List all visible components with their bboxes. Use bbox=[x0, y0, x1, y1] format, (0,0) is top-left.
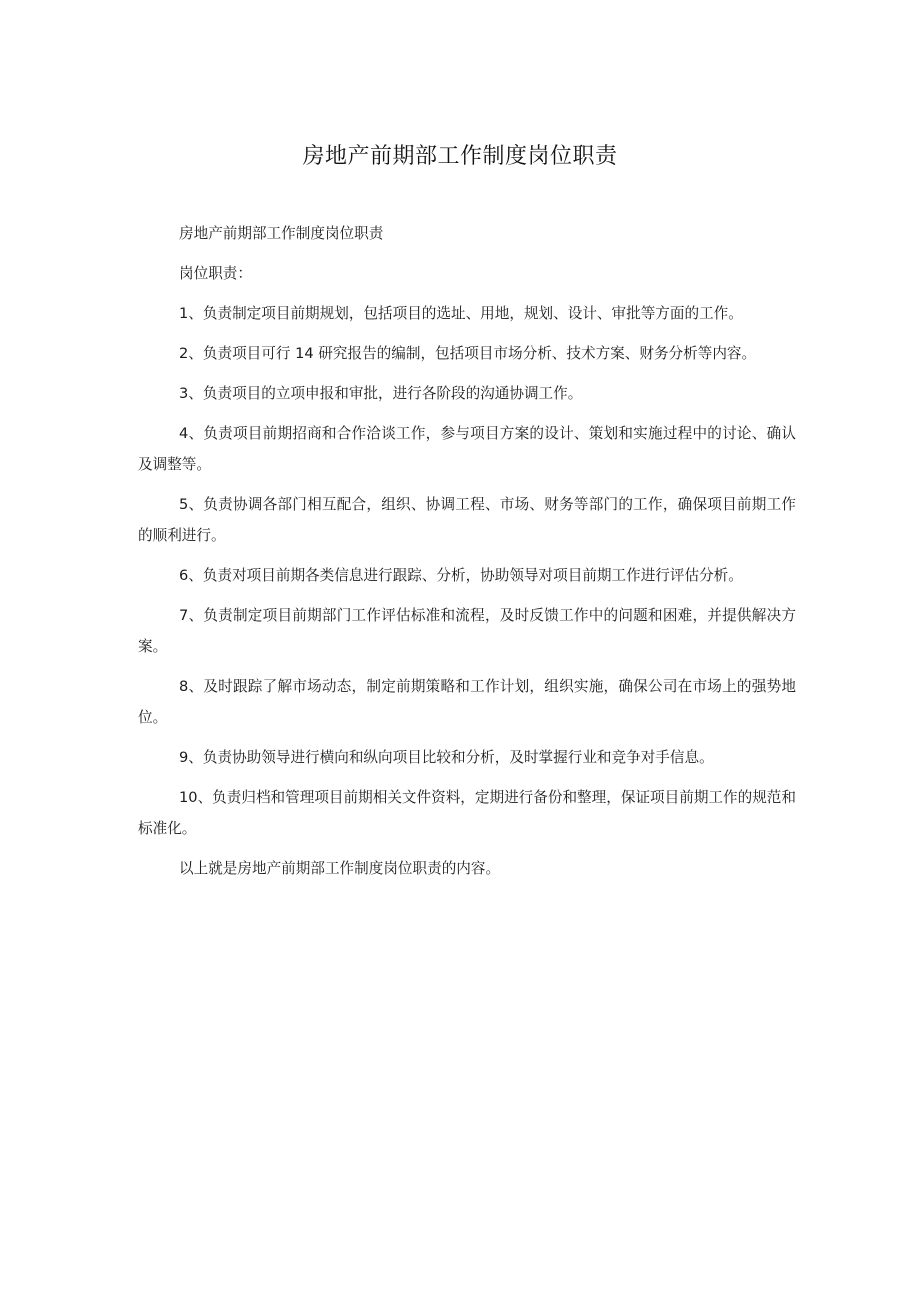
duty-item-9: 9、负责协助领导进行横向和纵向项目比较和分析，及时掌握行业和竞争对手信息。 bbox=[179, 749, 714, 766]
document-subtitle: 房地产前期部工作制度岗位职责 bbox=[179, 225, 384, 242]
page-title: 房地产前期部工作制度岗位职责 bbox=[302, 144, 618, 169]
duty-item-1: 1、负责制定项目前期规划，包括项目的选址、用地，规划、设计、审批等方面的工作。 bbox=[179, 305, 743, 322]
document-body bbox=[138, 218, 796, 893]
duty-item-6: 6、负责对项目前期各类信息进行跟踪、分析，协助领导对项目前期工作进行评估分析。 bbox=[179, 567, 743, 584]
duty-item-5: 5、负责协调各部门相互配合，组织、协调工程、市场、财务等部门的工作，确保项目前期工作的顺利进行。 bbox=[138, 496, 796, 544]
duty-item-3: 3、负责项目的立项申报和审批，进行各阶段的沟通协调工作。 bbox=[179, 385, 583, 402]
duty-item-10: 10、负责归档和管理项目前期相关文件资料，定期进行备份和整理，保证项目前期工作的规范和标准化。 bbox=[138, 789, 796, 837]
duty-item-4: 4、负责项目前期招商和合作洽谈工作，参与项目方案的设计、策划和实施过程中的讨论、确认及调整等。 bbox=[138, 425, 796, 473]
closing-text: 以上就是房地产前期部工作制度岗位职责的内容。 bbox=[179, 860, 501, 877]
duty-item-2: 2、负责项目可行 14 研究报告的编制，包括项目市场分析、技术方案、财务分析等内容。 bbox=[179, 345, 757, 362]
duty-item-8: 8、及时跟踪了解市场动态，制定前期策略和工作计划，组织实施，确保公司在市场上的强势地位。 bbox=[138, 678, 796, 726]
section-label: 岗位职责： bbox=[179, 265, 252, 282]
duty-item-7: 7、负责制定项目前期部门工作评估标准和流程，及时反馈工作中的问题和困难，并提供解决方案。 bbox=[138, 607, 796, 655]
